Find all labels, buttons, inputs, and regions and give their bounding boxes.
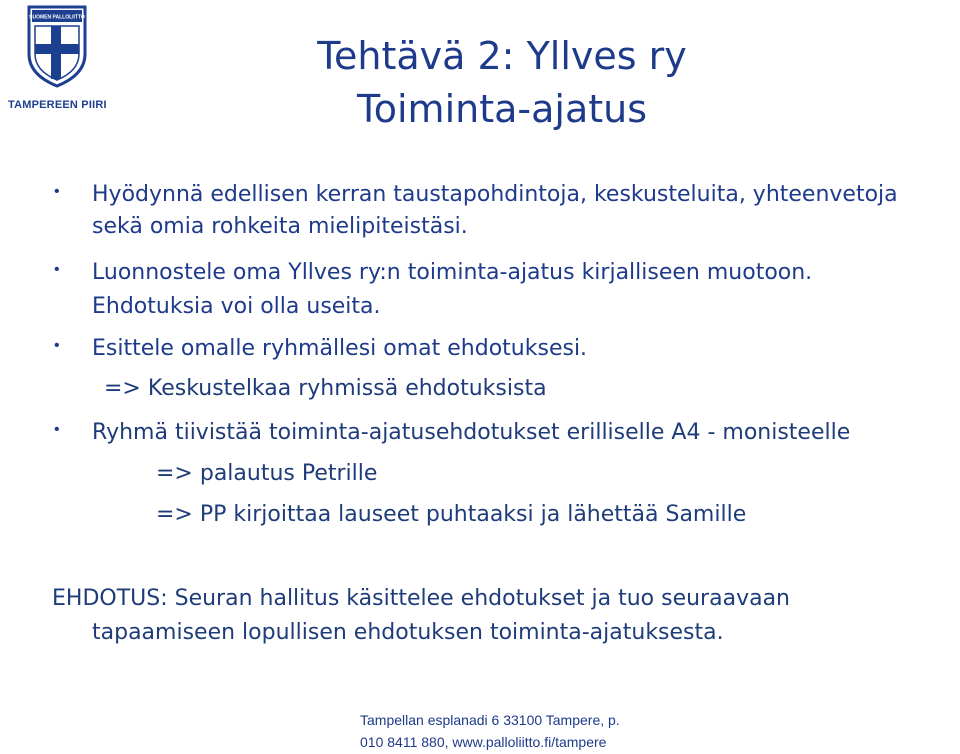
slide-title-line1: Tehtävä 2: Yllves ry bbox=[317, 34, 687, 78]
logo-badge-text: SUOMEN PALLOLIITTO bbox=[29, 14, 85, 21]
slide-title-line2: Toiminta-ajatus bbox=[356, 87, 648, 131]
bullet-icon: • bbox=[54, 421, 60, 438]
logo-caption: TAMPEREEN PIIRI bbox=[8, 99, 107, 111]
sub-note-discuss: => Keskustelkaa ryhmissä ehdotuksista bbox=[104, 376, 547, 401]
bullet-4-line1: Ryhmä tiivistää toiminta-ajatusehdotukset erilliselle A4 - monisteelle bbox=[92, 420, 851, 445]
bullet-3-line1: Esittele omalle ryhmällesi omat ehdotuksesi. bbox=[92, 336, 588, 361]
bullet-icon: • bbox=[54, 183, 60, 200]
proposal-line1: EHDOTUS: Seuran hallitus käsittelee ehdotukset ja tuo seuraavaan bbox=[52, 586, 790, 611]
bullet-1-line1: Hyödynnä edellisen kerran taustapohdintoja, keskusteluita, yhteenvetoja bbox=[92, 182, 898, 207]
bullet-icon: • bbox=[54, 261, 60, 278]
bullet-1-line2: sekä omia rohkeita mielipiteistäsi. bbox=[92, 214, 468, 239]
bullet-2-line1: Luonnostele oma Yllves ry:n toiminta-ajatus kirjalliseen muotoon. bbox=[92, 260, 813, 285]
bullet-icon: • bbox=[54, 337, 60, 354]
sub-note-clean-copy: => PP kirjoittaa lauseet puhtaaksi ja lähettää Samille bbox=[156, 502, 747, 527]
proposal-line2: tapaamiseen lopullisen ehdotuksen toiminta-ajatuksesta. bbox=[92, 620, 724, 645]
bullet-2-line2: Ehdotuksia voi olla useita. bbox=[92, 294, 381, 319]
sub-note-return: => palautus Petrille bbox=[156, 461, 378, 486]
footer-contact: 010 8411 880, www.palloliitto.fi/tampere bbox=[360, 734, 607, 750]
footer-address: Tampellan esplanadi 6 33100 Tampere, p. bbox=[360, 712, 620, 728]
